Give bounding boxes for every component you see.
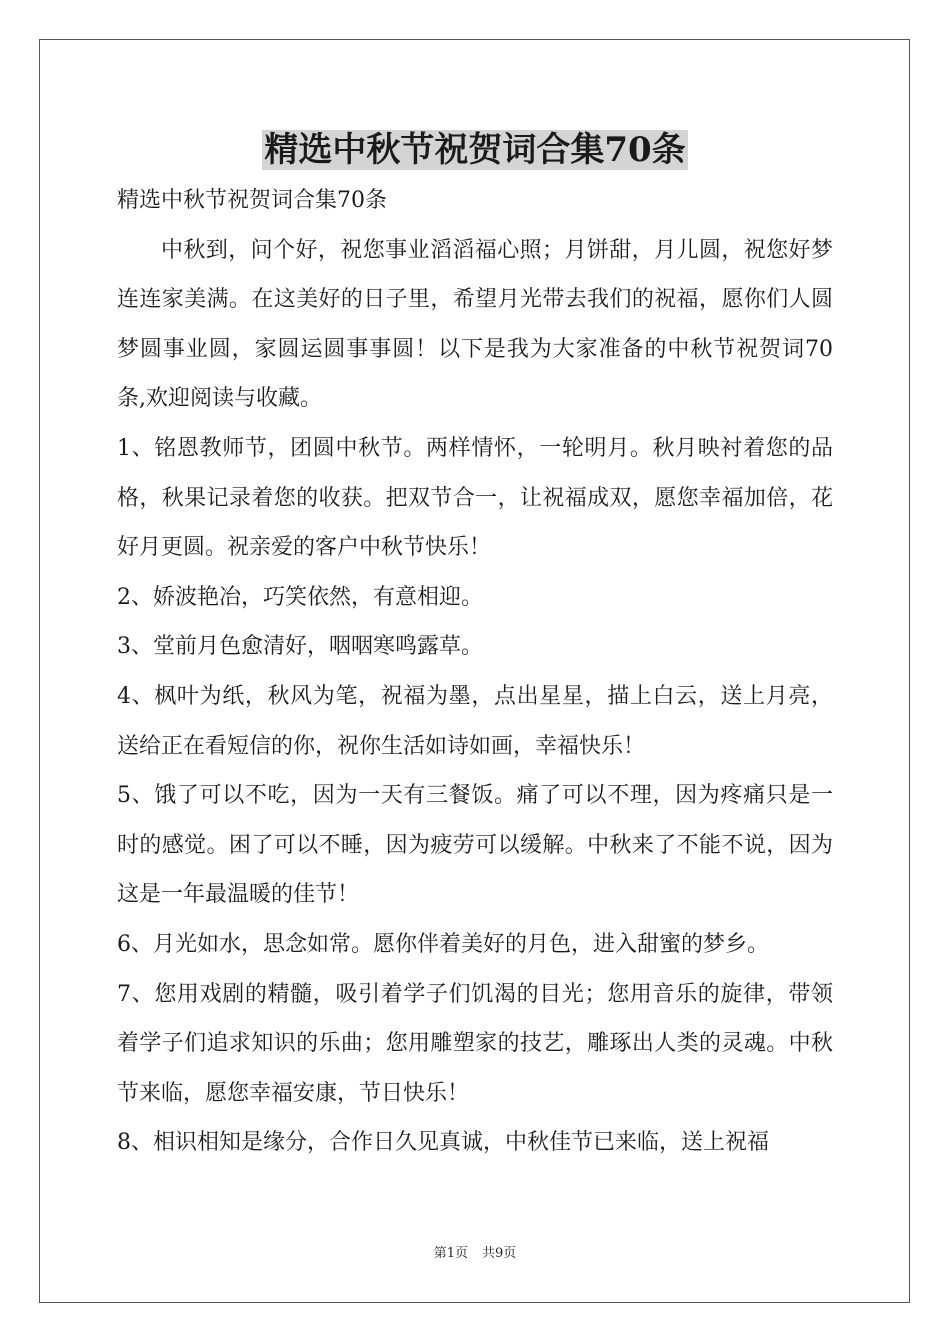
greeting-item-7: 7、您用戏剧的精髓，吸引着学子们饥渴的目光；您用音乐的旋律，带领着学子们追求知识的乐曲；您用雕塑家的技艺，雕琢出人类的灵魂。中秋节来临，愿您幸福安康，节日快乐！	[117, 981, 833, 1106]
page-footer	[0, 1244, 950, 1264]
greeting-item-4: 4、枫叶为纸，秋风为笔，祝福为墨，点出星星，描上白云，送上月亮，送给正在看短信的你，祝你生活如诗如画，幸福快乐！	[117, 683, 833, 759]
document-body	[117, 176, 833, 1168]
page-number: 第1页	[433, 1246, 468, 1261]
greeting-item-8: 8、相识相知是缘分，合作日久见真诚，中秋佳节已来临，送上祝福	[117, 1130, 769, 1156]
document-title-text: 精选中秋节祝贺词合集70条	[264, 130, 686, 170]
greeting-item-1: 1、铭恩教师节，团圆中秋节。两样情怀，一轮明月。秋月映衬着您的品格，秋果记录着您的收获。把双节合一，让祝福成双，愿您幸福加倍，花好月更圆。祝亲爱的客户中秋节快乐！	[117, 435, 833, 561]
greeting-item-2: 2、娇波艳冶，巧笑依然，有意相迎。	[117, 584, 483, 610]
document-title	[0, 125, 950, 175]
greeting-item-6: 6、月光如水，思念如常。愿你伴着美好的月色，进入甜蜜的梦乡。	[117, 931, 769, 957]
greeting-item-3: 3、堂前月色愈清好，咽咽寒鸣露草。	[117, 634, 483, 660]
document-subtitle: 精选中秋节祝贺词合集70条	[117, 188, 387, 213]
greeting-item-5: 5、饿了可以不吃，因为一天有三餐饭。痛了可以不理，因为疼痛只是一时的感觉。困了可以不睡，因为疲劳可以缓解。中秋来了不能不说，因为这是一年最温暖的佳节！	[117, 783, 833, 908]
intro-paragraph: 中秋到，问个好，祝您事业滔滔福心照；月饼甜，月儿圆，祝您好梦连连家美满。在这美好的日子里，希望月光带去我们的祝福，愿你们人圆梦圆事业圆，家圆运圆事事圆！以下是我为大家准备的中秋节祝贺词70条,欢迎阅读与收藏。	[117, 237, 833, 412]
page-total: 共9页	[482, 1246, 517, 1261]
